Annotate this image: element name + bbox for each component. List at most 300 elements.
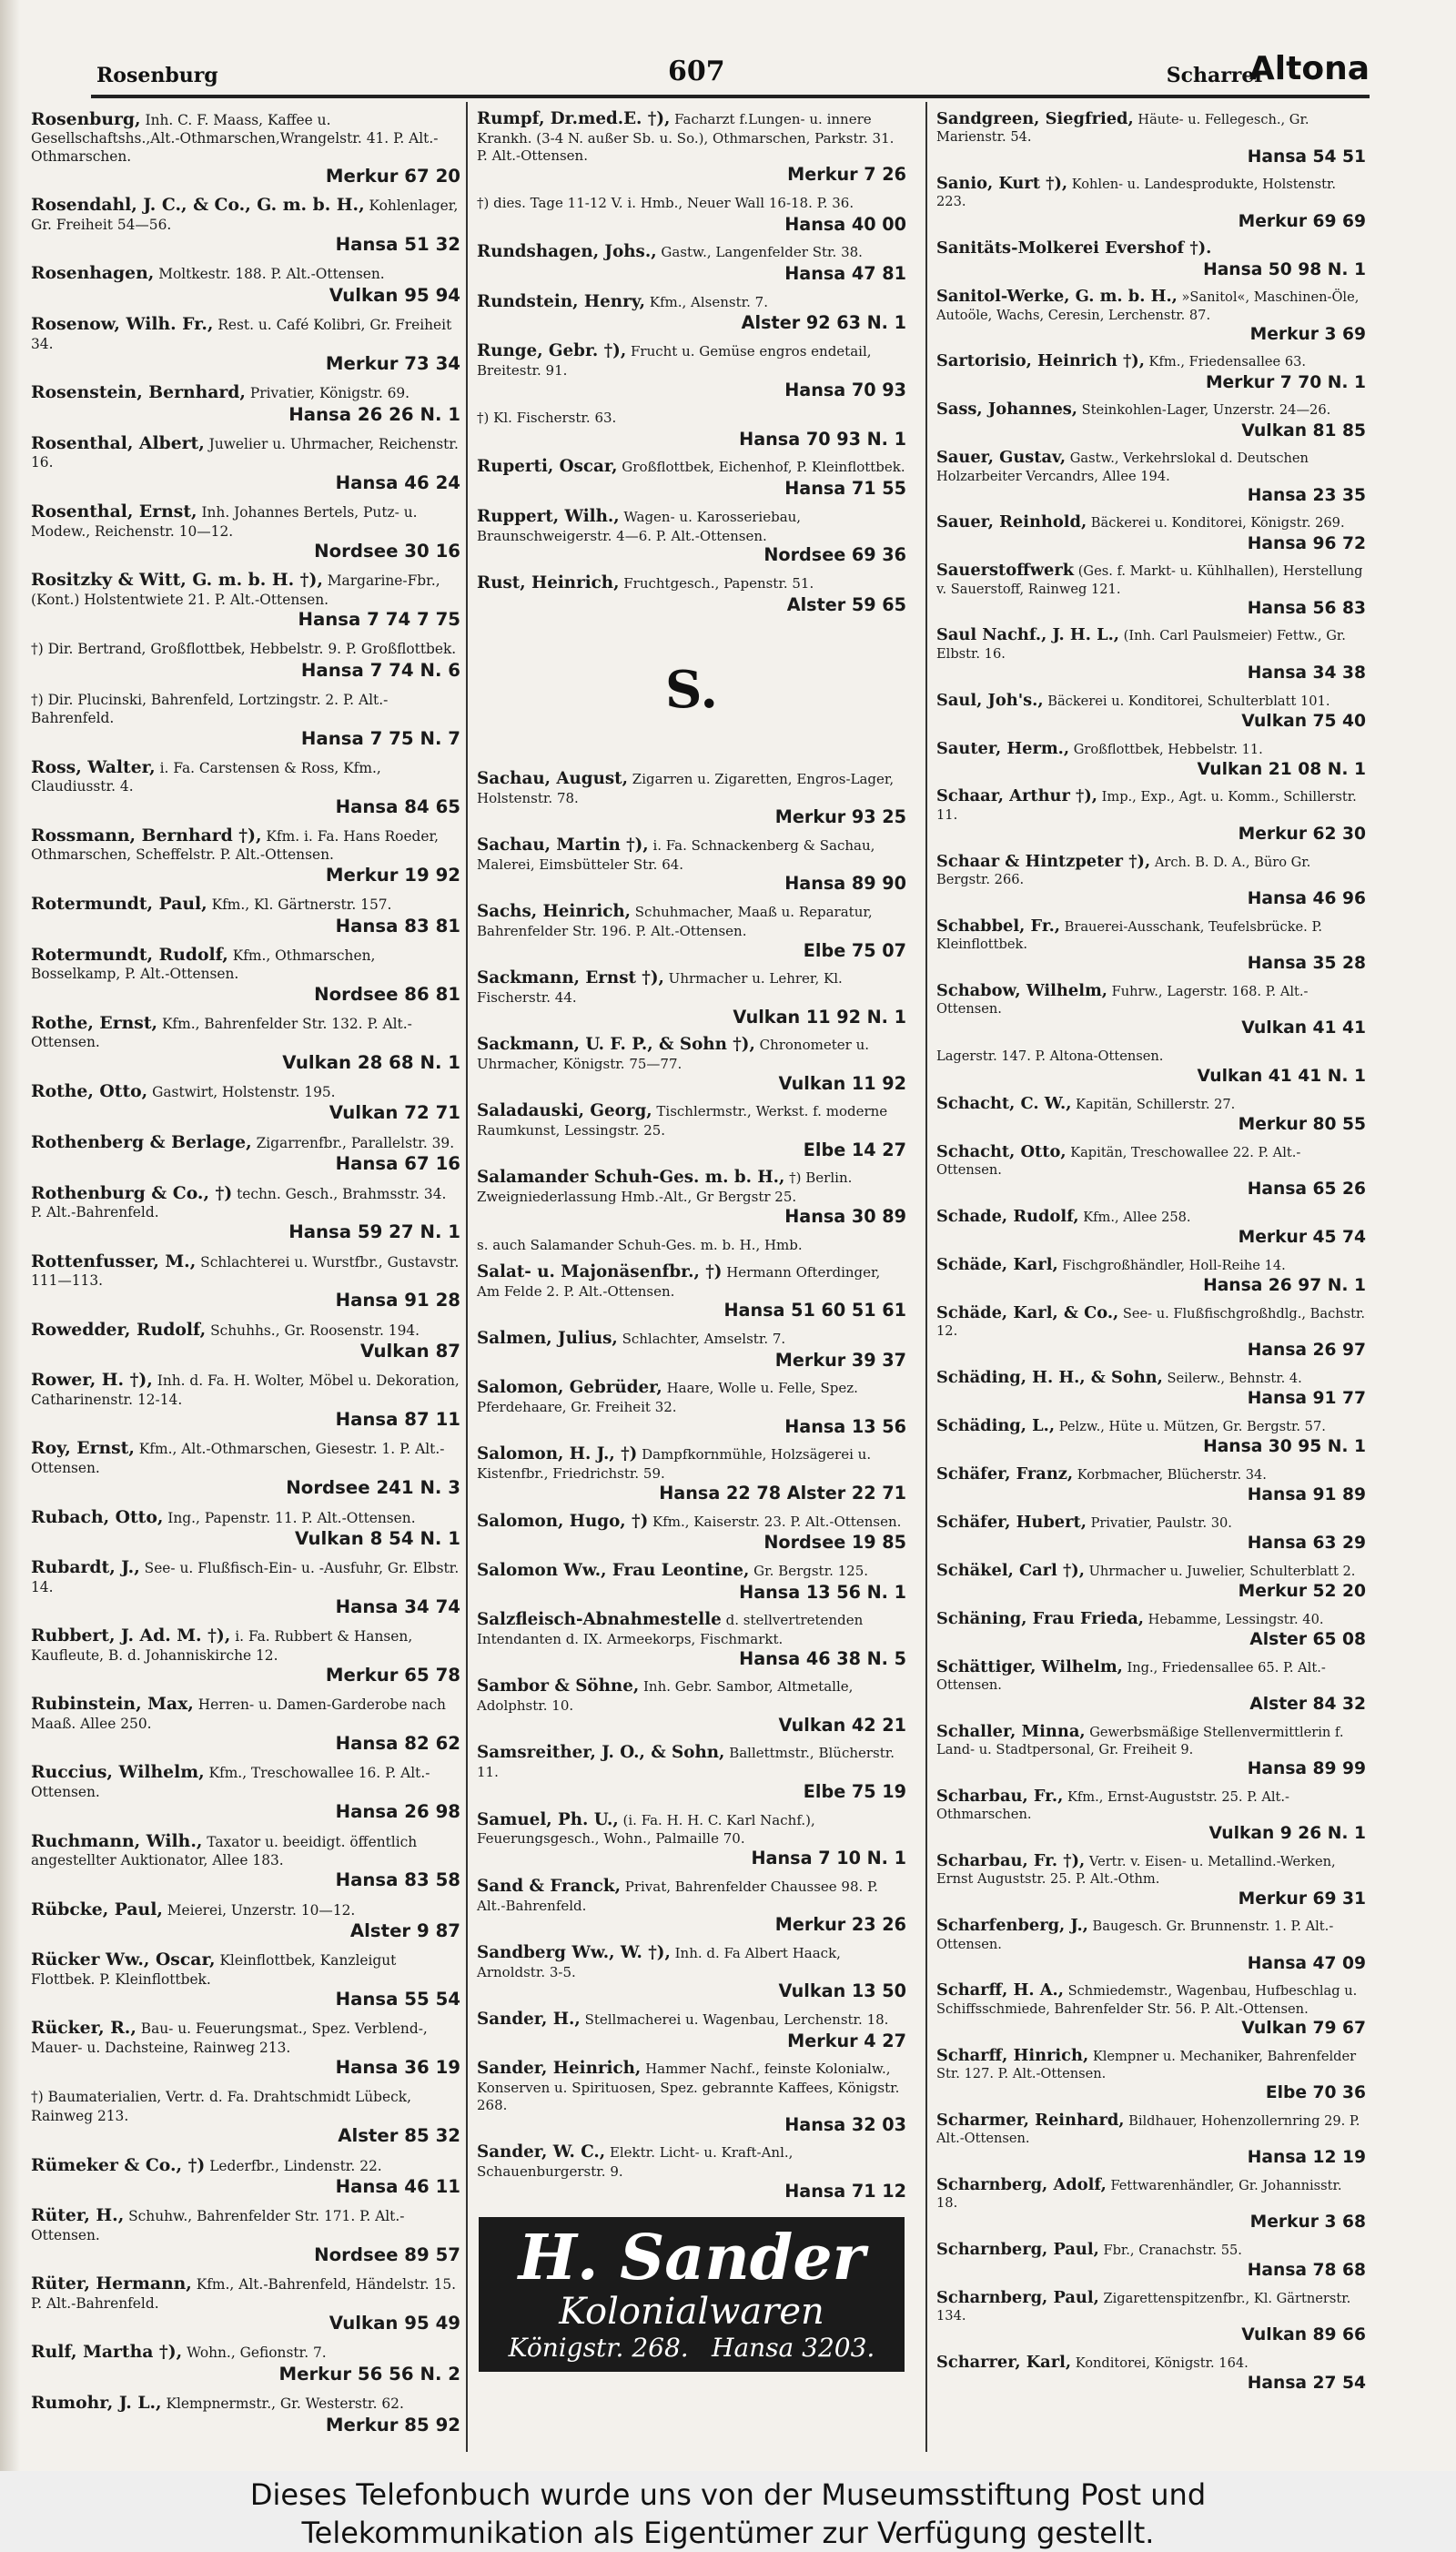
entry-name: Sanitäts-Molkerei Evershof †). bbox=[936, 238, 1212, 258]
directory-entry bbox=[31, 2393, 460, 2436]
entry-name: Ruppert, Wilh., bbox=[477, 506, 620, 526]
entry-detail: d. stellvertretenden Intendanten d. IX. Armeekorps, Fischmarkt. bbox=[477, 1612, 864, 1648]
entry-phone: Nordsee 86 81 bbox=[314, 983, 460, 1005]
entry-detail: Fbr., Cranachstr. 55. bbox=[1103, 2243, 1242, 2259]
directory-entry bbox=[477, 1610, 906, 1670]
directory-entry bbox=[477, 242, 906, 285]
header-rule bbox=[91, 95, 1370, 98]
column-1 bbox=[27, 109, 464, 2444]
entry-detail: Privatier, Königstr. 69. bbox=[249, 385, 410, 402]
entry-phone: Nordsee 89 57 bbox=[314, 2244, 460, 2266]
entry-phone: Merkur 85 92 bbox=[325, 2414, 460, 2436]
entry-detail: Facharzt f.Lungen- u. innere Krankh. (3-4 N. außer Sb. u. So.), Othmarschen, Parkstr. 31. P. Alt.-Ottensen. bbox=[477, 111, 895, 164]
entry-phone: Hansa 22 78 Alster 22 71 bbox=[659, 1483, 906, 1504]
directory-entry bbox=[936, 1368, 1366, 1410]
entry-detail: Kohlenlager, Gr. Freiheit 54—56. bbox=[31, 197, 459, 233]
entry-name: Rümeker & Co., †) bbox=[31, 2154, 206, 2175]
entry-phone: Alster 65 08 bbox=[1249, 1629, 1366, 1649]
entry-name: Schaar & Hintzpeter †), bbox=[936, 851, 1151, 871]
entry-detail: Hammer Nachf., feinste Kolonialw., Konserven u. Spirituosen, Spez. gebrannte Kaffees, Königstr. 268. bbox=[477, 2061, 900, 2113]
entry-name: Salat- u. Majonäsenfbr., †) bbox=[477, 1261, 723, 1281]
directory-entry bbox=[936, 1094, 1366, 1136]
entry-name: Rotermundt, Paul, bbox=[31, 894, 207, 915]
directory-entry bbox=[477, 109, 906, 186]
section-letter: S. bbox=[665, 659, 718, 720]
entry-phone: Elbe 75 19 bbox=[803, 1781, 906, 1803]
entry-phone: Hansa 46 96 bbox=[1247, 889, 1366, 909]
entry-detail: Ballettmstr., Blücherstr. 11. bbox=[477, 1745, 895, 1781]
directory-entry bbox=[477, 457, 906, 500]
entry-detail: Schuhmacher, Maaß u. Reparatur, Bahrenfelder Str. 196. P. Alt.-Ottensen. bbox=[477, 903, 873, 939]
directory-entry bbox=[31, 501, 460, 562]
entry-detail: Kfm. i. Fa. Hans Roeder, Othmarschen, Scheffelstr. P. Alt.-Ottensen. bbox=[31, 828, 440, 864]
entry-name: Schade, Rudolf, bbox=[936, 1207, 1079, 1227]
entry-detail: Schuhw., Bahrenfelder Str. 171. P. Alt.-Ottensen. bbox=[31, 2208, 405, 2243]
directory-entry bbox=[477, 1101, 906, 1161]
entry-name: Rosenhagen, bbox=[31, 263, 155, 284]
entry-detail: Inh. Gebr. Sambor, Altmetalle, Adolphstr. 10. bbox=[477, 1678, 854, 1715]
entry-name: Saul, Joh's., bbox=[936, 690, 1044, 710]
entry-name: Schättiger, Wilhelm, bbox=[936, 1656, 1123, 1676]
entry-phone: Nordsee 19 85 bbox=[763, 1532, 906, 1554]
entry-phone: Hansa 26 97 N. 1 bbox=[1203, 1276, 1366, 1296]
entry-detail: Bäckerei u. Konditorei, Königstr. 269. bbox=[1090, 515, 1345, 532]
entry-name: Schäkel, Carl †), bbox=[936, 1560, 1085, 1580]
entry-detail: Schlachterei u. Wurstfbr., Gustavstr. 111—113. bbox=[31, 1253, 460, 1290]
entry-name: Sambor & Söhne, bbox=[477, 1676, 640, 1696]
entry-phone: Vulkan 13 50 bbox=[778, 1980, 906, 2002]
entry-name: Rosenow, Wilh. Fr., bbox=[31, 314, 214, 335]
entry-phone: Vulkan 11 92 N. 1 bbox=[733, 1006, 906, 1028]
directory-entry bbox=[31, 1625, 460, 1686]
directory-entry bbox=[477, 1035, 906, 1095]
page-number: 607 bbox=[668, 56, 725, 87]
directory-entry bbox=[936, 109, 1366, 167]
entry-name: Ruperti, Oscar, bbox=[477, 457, 618, 477]
entry-detail: Kfm., Ernst-Auguststr. 25. P. Alt.-Othmarschen. bbox=[936, 1788, 1289, 1823]
entry-detail: Klempnermstr., Gr. Westerstr. 62. bbox=[166, 2395, 404, 2413]
entry-name: Sachau, Martin †), bbox=[477, 835, 649, 855]
entry-phone: Hansa 36 19 bbox=[335, 2057, 460, 2079]
entry-phone: Alster 85 32 bbox=[338, 2125, 460, 2147]
directory-entry bbox=[477, 2142, 906, 2203]
entry-phone: Hansa 34 38 bbox=[1247, 663, 1366, 683]
entry-phone: Elbe 70 36 bbox=[1265, 2083, 1366, 2103]
entry-detail: Tischlermstr., Werkst. f. moderne Raumkunst, Lessingstr. 25. bbox=[477, 1103, 888, 1139]
entry-name: Rumohr, J. L., bbox=[31, 2393, 162, 2414]
header-last-entry: Scharrer bbox=[1166, 64, 1265, 87]
directory-entry bbox=[31, 1013, 460, 1074]
entry-detail: Gewerbsmäßige Stellenvermittlerin f. Land- u. Stadtpersonal, Gr. Freiheit 9. bbox=[936, 1724, 1344, 1758]
entry-name: Salamander Schuh-Ges. m. b. H., bbox=[477, 1168, 785, 1188]
entry-detail: Kfm., Alsenstr. 7. bbox=[649, 293, 768, 310]
entry-detail: Schmiedemstr., Wagenbau, Hufbeschlag u. Schiffsschmiede, Bahrenfelder Str. 56. P. Alt.-Ottensen. bbox=[936, 1983, 1358, 2017]
entry-phone: Hansa 91 77 bbox=[1247, 1389, 1366, 1409]
entry-phone: Hansa 46 24 bbox=[335, 471, 460, 493]
entry-phone: Alster 84 32 bbox=[1249, 1695, 1366, 1715]
entry-phone: Merkur 19 92 bbox=[325, 864, 460, 886]
directory-entry bbox=[936, 238, 1366, 280]
entry-phone: Hansa 47 81 bbox=[784, 263, 906, 285]
directory-entry bbox=[936, 2175, 1366, 2233]
entry-phone: Hansa 54 51 bbox=[1247, 147, 1366, 167]
entry-detail: Zigarrenfbr., Parallelstr. 39. bbox=[256, 1134, 455, 1151]
entry-detail: Kfm., Alt.-Bahrenfeld, Händelstr. 15. P. Alt.-Bahrenfeld. bbox=[31, 2276, 457, 2312]
entry-phone: Hansa 71 55 bbox=[784, 478, 906, 500]
entry-detail: Meierei, Unzerstr. 10—12. bbox=[167, 1901, 356, 1919]
entry-name: Rubbert, J. Ad. M. †), bbox=[31, 1625, 231, 1646]
directory-entry bbox=[936, 1609, 1366, 1651]
entry-phone: Hansa 27 54 bbox=[1247, 2374, 1366, 2394]
entry-name: Scharnberg, Paul, bbox=[936, 2287, 1099, 2307]
directory-entry bbox=[936, 1722, 1366, 1780]
directory-entry bbox=[31, 1762, 460, 1823]
directory-entry bbox=[936, 1787, 1366, 1845]
directory-entry bbox=[936, 2240, 1366, 2282]
entry-phone: Hansa 51 60 51 61 bbox=[723, 1300, 906, 1322]
entry-phone: Vulkan 11 92 bbox=[778, 1072, 906, 1094]
entry-name: Schäning, Frau Frieda, bbox=[936, 1608, 1144, 1628]
directory-entry bbox=[936, 1416, 1366, 1458]
directory-entry bbox=[936, 691, 1366, 733]
directory-entry bbox=[936, 1851, 1366, 1909]
entry-detail: Privat, Bahrenfelder Chaussee 98. P. Alt.-Bahrenfeld. bbox=[477, 1878, 878, 1914]
entry-phone: Merkur 39 37 bbox=[774, 1349, 906, 1371]
entry-name: Rust, Heinrich, bbox=[477, 572, 620, 592]
entry-name: Rüter, Hermann, bbox=[31, 2274, 192, 2294]
entry-name: Rubach, Otto, bbox=[31, 1506, 164, 1527]
directory-entry bbox=[31, 638, 460, 682]
entry-name: Sackmann, Ernst †), bbox=[477, 968, 664, 988]
entry-detail: Baugesch. Gr. Brunnenstr. 1. P. Alt.-Ottensen. bbox=[936, 1919, 1334, 1952]
directory-entry bbox=[477, 1444, 906, 1504]
directory-entry bbox=[477, 1676, 906, 1737]
entry-name: Samsreither, J. O., & Sohn, bbox=[477, 1743, 725, 1763]
entry-detail: Hebamme, Lessingstr. 40. bbox=[1148, 1611, 1324, 1627]
entry-phone: Hansa 70 93 N. 1 bbox=[739, 428, 906, 450]
entry-detail: Kfm., Kl. Gärtnerstr. 157. bbox=[211, 896, 392, 914]
entry-detail: Hermann Ofterdinger, Am Felde 2. P. Alt.-Ottensen. bbox=[477, 1263, 881, 1300]
directory-entry bbox=[31, 2205, 460, 2266]
directory-entry bbox=[477, 292, 906, 335]
entry-detail: Privatier, Paulstr. 30. bbox=[1090, 1514, 1232, 1531]
archive-notice-line: Telekommunikation als Eigentümer zur Verfügung gestellt. bbox=[301, 2515, 1155, 2550]
entry-name: Sanitol-Werke, G. m. b. H., bbox=[936, 287, 1178, 307]
entry-name: Salomon Ww., Frau Leontine, bbox=[477, 1560, 750, 1580]
entry-phone: Merkur 56 56 N. 2 bbox=[278, 2363, 460, 2385]
directory-entry bbox=[936, 1142, 1366, 1200]
entry-name: Rubinstein, Max, bbox=[31, 1694, 194, 1715]
entry-name: Sandberg Ww., W. †), bbox=[477, 1942, 671, 1962]
entry-detail: Margarine-Fbr., (Kont.) Holstentwiete 21. P. Alt.-Ottensen. bbox=[31, 572, 440, 608]
entry-name: Sauer, Gustav, bbox=[936, 448, 1067, 468]
entry-detail: Wagen- u. Karosseriebau, Braunschweigerstr. 4—6. P. Alt.-Ottensen. bbox=[477, 508, 802, 544]
entry-detail: Ing., Papenstr. 11. P. Alt.-Ottensen. bbox=[167, 1509, 416, 1526]
ad-brand: H. Sander bbox=[518, 2221, 865, 2294]
entry-name: Rothenberg & Berlage, bbox=[31, 1131, 252, 1152]
directory-entry bbox=[31, 433, 460, 494]
directory-entry bbox=[477, 1168, 906, 1228]
entry-phone: Hansa 91 89 bbox=[1247, 1485, 1366, 1505]
column-divider bbox=[466, 102, 468, 2452]
entry-detail: Häute- u. Fellegesch., Gr. Marienstr. 54. bbox=[936, 112, 1309, 146]
entry-phone: Hansa 7 74 7 75 bbox=[298, 608, 460, 630]
directory-entry bbox=[936, 916, 1366, 975]
directory-entry bbox=[936, 287, 1366, 345]
entry-name: Rücker Ww., Oscar, bbox=[31, 1949, 216, 1970]
entry-detail: Fischgroßhändler, Holl-Reihe 14. bbox=[1062, 1258, 1286, 1274]
entry-phone: Vulkan 21 08 N. 1 bbox=[1197, 759, 1366, 779]
entry-detail: Kfm., Alt.-Othmarschen, Giesestr. 1. P. Alt.-Ottensen. bbox=[31, 1441, 445, 1476]
directory-entry bbox=[936, 561, 1366, 619]
entry-phone: Elbe 75 07 bbox=[803, 939, 906, 961]
entry-detail: Stellmacherei u. Wagenbau, Lerchenstr. 18. bbox=[584, 2010, 889, 2028]
entry-detail: †) Dir. Bertrand, Großflottbek, Hebbelstr. 9. P. Großflottbek. bbox=[31, 641, 457, 658]
entry-phone: Vulkan 72 71 bbox=[329, 1102, 460, 1124]
page-edge-shadow bbox=[0, 0, 20, 2471]
directory-entry bbox=[477, 1512, 906, 1554]
directory-entry bbox=[936, 852, 1366, 910]
directory-entry bbox=[477, 1262, 906, 1322]
entry-phone: Hansa 83 81 bbox=[335, 915, 460, 937]
column-2 bbox=[473, 109, 910, 2372]
entry-detail: Konditorei, Königstr. 164. bbox=[1075, 2355, 1249, 2372]
entry-detail: Moltkestr. 188. P. Alt.-Ottensen. bbox=[158, 266, 385, 283]
entry-name: Rundshagen, Johs., bbox=[477, 242, 657, 262]
directory-entry bbox=[31, 314, 460, 375]
directory-entry bbox=[31, 195, 460, 256]
entry-name: Rulf, Martha †), bbox=[31, 2342, 183, 2363]
entry-phone: Vulkan 42 21 bbox=[778, 1714, 906, 1736]
entry-phone: Hansa 87 11 bbox=[335, 1409, 460, 1431]
entry-phone: Vulkan 87 bbox=[359, 1341, 460, 1362]
entry-phone: Vulkan 89 66 bbox=[1241, 2325, 1366, 2345]
entry-detail: Kfm., Treschowallee 16. P. Alt.-Ottensen. bbox=[31, 1765, 430, 1800]
entry-detail: Zigarren u. Zigaretten, Engros-Lager, Holstenstr. 78. bbox=[477, 770, 895, 806]
directory-entry bbox=[477, 341, 906, 401]
entry-phone: Vulkan 75 40 bbox=[1241, 711, 1366, 731]
directory-entry bbox=[477, 408, 906, 451]
entry-phone: Hansa 26 97 bbox=[1247, 1341, 1366, 1361]
entry-name: Saul Nachf., J. H. L., bbox=[936, 625, 1120, 645]
entry-name: Rubardt, J., bbox=[31, 1557, 140, 1578]
entry-name: Rotermundt, Rudolf, bbox=[31, 944, 228, 965]
directory-entry bbox=[477, 2010, 906, 2052]
entry-detail: Großflottbek, Hebbelstr. 11. bbox=[1073, 741, 1263, 757]
entry-detail: s. auch Salamander Schuh-Ges. m. b. H., Hmb. bbox=[477, 1236, 803, 1253]
entry-name: Rosenthal, Ernst, bbox=[31, 501, 197, 522]
directory-entry bbox=[477, 1943, 906, 2003]
entry-name: Ruchmann, Wilh., bbox=[31, 1830, 203, 1851]
header-city: Altona bbox=[1249, 50, 1370, 87]
entry-name: Sander, H., bbox=[477, 2009, 581, 2029]
entry-detail: Rest. u. Café Kolibri, Gr. Freiheit 34. bbox=[31, 317, 452, 352]
ad-subtitle: Kolonialwaren bbox=[559, 2291, 824, 2334]
entry-detail: Dampfkornmühle, Holzsägerei u. Kistenfbr., Friedrichstr. 59. bbox=[477, 1446, 872, 1483]
entry-detail: Kleinflottbek, Kanzleigut Flottbek. P. Kleinflottbek. bbox=[31, 1952, 397, 1988]
entry-phone: Hansa 84 65 bbox=[335, 795, 460, 817]
entry-detail: Gastw., Verkehrslokal d. Deutschen Holzarbeiter Vercandrs, Allee 194. bbox=[936, 451, 1309, 484]
entry-detail: †) Berlin. Zweigniederlassung Hmb.-Alt., Gr Bergstr 25. bbox=[477, 1170, 853, 1206]
entry-phone: Alster 59 65 bbox=[786, 593, 906, 615]
entry-phone: Hansa 32 03 bbox=[784, 2113, 906, 2135]
entry-detail: Bildhauer, Hohenzollernring 29. P. Alt.-Ottensen. bbox=[936, 2112, 1360, 2146]
directory-entry bbox=[31, 570, 460, 631]
entry-phone: Vulkan 41 41 N. 1 bbox=[1197, 1067, 1366, 1087]
entry-phone: Hansa 96 72 bbox=[1247, 533, 1366, 553]
directory-entry bbox=[936, 2353, 1366, 2395]
directory-entry bbox=[31, 109, 460, 188]
entry-name: Sanio, Kurt †), bbox=[936, 174, 1068, 194]
entry-phone: Nordsee 241 N. 3 bbox=[286, 1477, 460, 1499]
directory-entry bbox=[31, 1831, 460, 1892]
entry-name: Rottenfusser, M., bbox=[31, 1251, 197, 1271]
entry-phone: Elbe 14 27 bbox=[803, 1139, 906, 1160]
entry-phone: Hansa 26 98 bbox=[335, 1801, 460, 1823]
entry-detail: Gr. Bergstr. 125. bbox=[753, 1562, 869, 1579]
directory-entry bbox=[936, 1303, 1366, 1362]
entry-phone: Merkur 69 31 bbox=[1238, 1889, 1366, 1909]
directory-entry bbox=[31, 1507, 460, 1551]
directory-entry bbox=[31, 2155, 460, 2199]
entry-phone: Hansa 34 74 bbox=[335, 1596, 460, 1618]
entry-phone: Vulkan 81 85 bbox=[1241, 420, 1366, 441]
entry-phone: Hansa 47 09 bbox=[1247, 1953, 1366, 1973]
directory-entry bbox=[31, 382, 460, 426]
directory-entry bbox=[31, 1438, 460, 1499]
entry-phone: Merkur 62 30 bbox=[1238, 824, 1366, 844]
entry-phone: Hansa 89 90 bbox=[784, 873, 906, 895]
entry-detail: Pelzw., Hüte u. Mützen, Gr. Bergstr. 57. bbox=[1058, 1419, 1326, 1435]
entry-detail: Elektr. Licht- u. Kraft-Anl., Schauenburgerstr. 9. bbox=[477, 2144, 794, 2180]
directory-entry bbox=[477, 573, 906, 616]
entry-name: Schäding, L., bbox=[936, 1416, 1056, 1436]
entry-phone: Hansa 30 89 bbox=[784, 1206, 906, 1227]
entry-name: Rothenburg & Co., †) bbox=[31, 1182, 233, 1203]
entry-name: Saladauski, Georg, bbox=[477, 1101, 652, 1121]
entry-name: Rundstein, Henry, bbox=[477, 291, 645, 311]
entry-name: Rosenthal, Albert, bbox=[31, 432, 205, 453]
entry-phone: Merkur 69 69 bbox=[1238, 211, 1366, 231]
directory-entry bbox=[936, 1657, 1366, 1716]
entry-detail: »Sanitol«, Maschinen-Öle, Autoöle, Wachs, Ceresin, Lerchenstr. 87. bbox=[936, 289, 1360, 323]
entry-name: Rumpf, Dr.med.E. †), bbox=[477, 109, 671, 128]
entry-detail: Chronometer u. Uhrmacher, Königstr. 75—77. bbox=[477, 1037, 869, 1073]
directory-entry bbox=[477, 1743, 906, 1803]
directory-entry bbox=[936, 2111, 1366, 2169]
entry-detail: Inh. d. Fa. H. Wolter, Möbel u. Dekoration, Catharinenstr. 12-14. bbox=[31, 1372, 460, 1408]
entry-name: Rücker, R., bbox=[31, 2018, 136, 2039]
entry-detail: techn. Gesch., Brahmsstr. 34. P. Alt.-Bahrenfeld. bbox=[31, 1185, 447, 1221]
entry-phone: Hansa 13 56 bbox=[784, 1415, 906, 1437]
directory-entry bbox=[31, 945, 460, 1006]
entry-phone: Merkur 80 55 bbox=[1238, 1115, 1366, 1135]
entry-detail: Herren- u. Damen-Garderobe nach Maaß. Allee 250. bbox=[31, 1696, 446, 1732]
entry-detail: Schlachter, Amselstr. 7. bbox=[622, 1330, 786, 1347]
entry-name: Sartorisio, Heinrich †), bbox=[936, 351, 1145, 371]
entry-name: Sauerstoffwerk bbox=[936, 561, 1075, 581]
entry-name: Samuel, Ph. U., bbox=[477, 1809, 619, 1829]
directory-entry bbox=[31, 1320, 460, 1363]
entry-phone: Vulkan 79 67 bbox=[1241, 2018, 1366, 2038]
entry-name: Sander, Heinrich, bbox=[477, 2059, 642, 2079]
entry-detail: Uhrmacher u. Lehrer, Kl. Fischerstr. 44. bbox=[477, 970, 843, 1006]
entry-detail: Kfm., Friedensallee 63. bbox=[1148, 354, 1307, 370]
directory-entry bbox=[936, 351, 1366, 393]
directory-entry bbox=[31, 2086, 460, 2147]
entry-detail: Wohn., Gefionstr. 7. bbox=[187, 2344, 327, 2362]
directory-entry bbox=[936, 1916, 1366, 1974]
entry-phone: Hansa 51 32 bbox=[335, 234, 460, 256]
ad-phone: Hansa 3203. bbox=[712, 2333, 875, 2364]
directory-entry bbox=[31, 757, 460, 818]
entry-name: Runge, Gebr. †), bbox=[477, 340, 627, 360]
directory-entry bbox=[477, 835, 906, 896]
directory-entry bbox=[477, 1329, 906, 1372]
entry-phone: Hansa 7 74 N. 6 bbox=[300, 659, 460, 681]
directory-entry bbox=[936, 1464, 1366, 1506]
entry-phone: Vulkan 95 49 bbox=[329, 2313, 460, 2334]
entry-detail: Brauerei-Ausschank, Teufelsbrücke. P. Kleinflottbek. bbox=[936, 918, 1322, 953]
entry-phone: Hansa 35 28 bbox=[1247, 954, 1366, 974]
entry-name: Rosenburg, bbox=[31, 109, 141, 129]
entry-phone: Vulkan 28 68 N. 1 bbox=[282, 1051, 460, 1073]
entry-name: Rossmann, Bernhard †), bbox=[31, 825, 262, 846]
entry-phone: Hansa 46 38 N. 5 bbox=[739, 1647, 906, 1669]
directory-entry bbox=[477, 507, 906, 567]
entry-detail: Frucht u. Gemüse engros endetail, Breitestr. 91. bbox=[477, 342, 872, 379]
entry-detail: Kfm., Othmarschen, Bosselkamp, P. Alt.-Ottensen. bbox=[31, 947, 376, 983]
directory-entry bbox=[936, 981, 1366, 1039]
advertisement bbox=[479, 2217, 905, 2372]
directory-entry bbox=[936, 174, 1366, 232]
entry-name: Scharnberg, Adolf, bbox=[936, 2174, 1107, 2194]
entry-name: Schacht, C. W., bbox=[936, 1094, 1072, 1114]
directory-entry bbox=[936, 1207, 1366, 1249]
entry-name: Sachau, August, bbox=[477, 768, 628, 788]
directory-entry bbox=[31, 1694, 460, 1755]
entry-phone: Alster 92 63 N. 1 bbox=[741, 312, 906, 334]
directory-entry bbox=[31, 1370, 460, 1431]
entry-phone: Hansa 7 75 N. 7 bbox=[300, 727, 460, 749]
entry-phone: Hansa 50 98 N. 1 bbox=[1203, 259, 1366, 279]
entry-detail: †) Baumaterialien, Vertr. d. Fa. Drahtschmidt Lübeck, Rainweg 213. bbox=[31, 2089, 411, 2124]
entry-name: Rüter, H., bbox=[31, 2205, 125, 2226]
entry-phone: Merkur 7 70 N. 1 bbox=[1205, 372, 1366, 392]
entry-phone: Merkur 67 20 bbox=[325, 165, 460, 187]
entry-name: Schabbel, Fr., bbox=[936, 916, 1060, 936]
entry-name: Schäde, Karl, & Co., bbox=[936, 1302, 1119, 1322]
entry-name: Schaar, Arthur †), bbox=[936, 786, 1097, 806]
entry-phone: Hansa 46 11 bbox=[335, 2175, 460, 2197]
directory-entry bbox=[31, 894, 460, 937]
entry-phone: Hansa 26 26 N. 1 bbox=[288, 403, 460, 425]
entry-name: Schacht, Otto, bbox=[936, 1141, 1067, 1161]
directory-entry bbox=[31, 1251, 460, 1312]
entry-name: Ruccius, Wilhelm, bbox=[31, 1762, 205, 1783]
entry-name: Sander, W. C., bbox=[477, 2142, 606, 2162]
directory-entry bbox=[936, 739, 1366, 781]
entry-name: Sackmann, U. F. P., & Sohn †), bbox=[477, 1035, 755, 1055]
entry-detail: †) Dir. Plucinski, Bahrenfeld, Lortzingstr. 2. P. Alt.-Bahrenfeld. bbox=[31, 691, 389, 727]
directory-entry bbox=[31, 1081, 460, 1125]
entry-phone: Hansa 70 93 bbox=[784, 379, 906, 400]
entry-detail: Inh. d. Fa Albert Haack, Arnoldstr. 3-5. bbox=[477, 1944, 841, 1980]
entry-name: Ross, Walter, bbox=[31, 756, 156, 777]
directory-entry bbox=[936, 625, 1366, 684]
entry-phone: Nordsee 69 36 bbox=[763, 544, 906, 566]
entry-name: Schäfer, Hubert, bbox=[936, 1512, 1087, 1532]
